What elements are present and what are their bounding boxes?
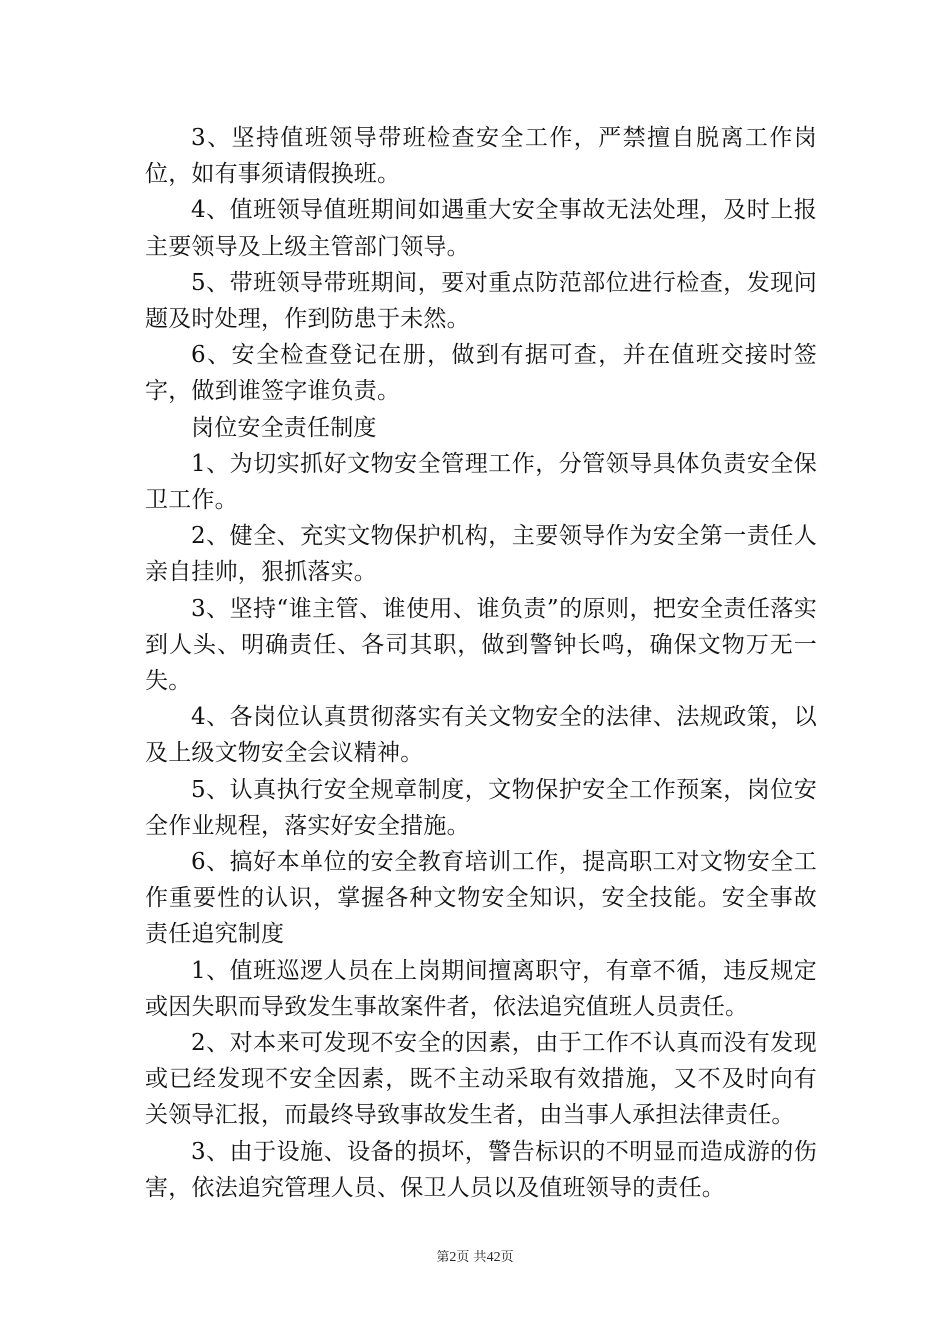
footer-prefix: 第 [436,1250,450,1265]
document-body [145,120,817,1206]
footer-middle: 页 共 [456,1250,487,1265]
paragraph-duty-4: 4、值班领导值班期间如遇重大安全事故无法处理，及时上报主要领导及上级主管部门领导。 [145,197,817,260]
paragraph-accountability-2: 2、对本来可发现不安全的因素，由于工作不认真而没有发现或已经发现不安全因素，既不主动采取有效措施，又不及时向有关领导汇报，而最终导致事故发生者，由当事人承担法律责任。 [145,1030,817,1129]
paragraph-post-1: 1、为切实抓好文物安全管理工作，分管领导具体负责安全保卫工作。 [145,450,817,514]
paragraph-duty-5: 5、带班领导带班期间，要对重点防范部位进行检查，发现问题及时处理，作到防患于未然。 [145,269,817,333]
paragraph-duty-3: 3、坚持值班领导带班检查安全工作，严禁擅自脱离工作岗位，如有事须请假换班。 [145,125,817,188]
footer-total-pages: 42 [486,1250,501,1265]
footer-suffix: 页 [500,1250,514,1265]
paragraph-accountability-3: 3、由于设施、设备的损坏，警告标识的不明显而造成游的伤害，依法追究管理人员、保卫人员以及值班领导的责任。 [145,1138,817,1201]
page-footer [0,1246,950,1266]
paragraph-post-6: 6、搞好本单位的安全教育培训工作，提高职工对文物安全工作重要性的认识，掌握各种文物安全知识，安全技能。安全事故责任追究制度 [145,849,817,948]
paragraph-post-4: 4、各岗位认真贯彻落实有关文物安全的法律、法规政策，以及上级文物安全会议精神。 [145,704,817,767]
paragraph-duty-6: 6、安全检查登记在册，做到有据可查，并在值班交接时签字，做到谁签字谁负责。 [145,342,817,405]
footer-page-number: 2 [449,1250,457,1265]
paragraph-post-2: 2、健全、充实文物保护机构，主要领导作为安全第一责任人亲自挂帅，狠抓落实。 [145,523,817,586]
paragraph-accountability-1: 1、值班巡逻人员在上岗期间擅离职守，有章不循，违反规定或因失职而导致发生事故案件者，依法追究值班人员责任。 [145,957,817,1020]
section-heading-post-safety: 岗位安全责任制度 [191,414,377,441]
paragraph-post-5: 5、认真执行安全规章制度，文物保护安全工作预案，岗位安全作业规程，落实好安全措施。 [145,776,817,839]
paragraph-post-3: 3、坚持“谁主管、谁使用、谁负责”的原则，把安全责任落实到人头、明确责任、各司其职，做到警钟长鸣，确保文物万无一失。 [145,595,817,695]
